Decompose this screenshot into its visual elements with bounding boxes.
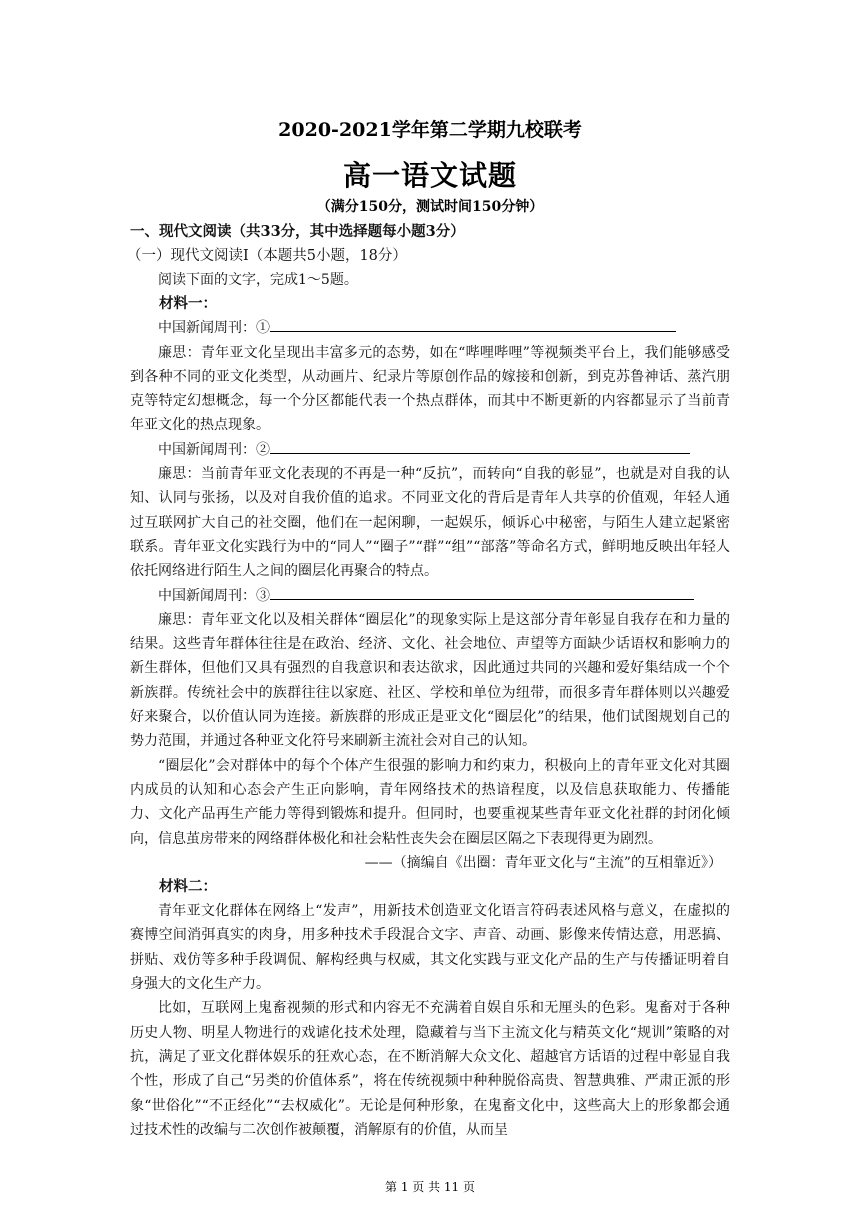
page-footer: 第 1 页 共 11 页 [385,1180,475,1194]
material1-label: 材料一： [159,295,217,313]
material2-label: 材料二： [159,878,217,896]
question1-blank[interactable] [270,316,676,332]
answer2-paragraph: 廉思：当前青年亚文化表现的不再是一种“反抗”，而转向“自我的彰显”，也就是对自我的认知、认同与张扬，以及对自我价值的追求。不同亚文化的背后是青年人共享的价值观，年轻人通过互联网扩大自己的社交圈，他们在一起闲聊，一起娱乐，倾诉心中秘密，与陌生人建立起紧密联系。青年亚文化实践行为中的“同人”“圈子”“群”“组”“部落”等命名方式，鲜明地反映出年轻人依托网络进行陌生人之间的圈层化再聚合的特点。 [130,466,730,580]
instruction-text: 阅读下面的文字，完成1～5题。 [158,272,358,288]
material1-source: ——（摘编自《出圈：青年亚文化与“主流”的互相靠近》） [364,854,722,871]
question3-prefix: 中国新闻周刊：③ [158,587,270,604]
section-heading: 一、现代文阅读（共33分，其中选择题每小题3分） [130,223,465,240]
question3-blank[interactable] [270,584,694,600]
question1-line [130,316,730,340]
answer1-paragraph: 廉思：青年亚文化呈现出丰富多元的态势，如在“哔哩哔哩”等视频类平台上，我们能够感受到各种不同的亚文化类型，从动画片、纪录片等原创作品的嫁接和创新，到克苏鲁神话、蒸汽朋克等特定幻想概念，每一个分区都能代表一个热点群体，而其中不断更新的内容都显示了当前青年亚文化的热点现象。 [130,344,730,434]
material2-paragraph2: 比如，互联网上鬼畜视频的形式和内容无不充满着自娱自乐和无厘头的色彩。鬼畜对于各种历史人物、明星人物进行的戏谑化技术处理，隐藏着与当下主流文化与精英文化“规训”策略的对抗，满足了亚文化群体娱乐的狂欢心态，在不断消解大众文化、超越官方话语的过程中彰显自我个性，形成了自己“另类的价值体系”，将在传统视频中种种脱俗高贵、智慧典雅、严肃正派的形象“世俗化”“不正经化”“去权威化”。无论是何种形象，在鬼畜文化中，这些高大上的形象都会通过技术性的改编与二次创作被颠覆，消解原有的价值，从而呈 [130,1000,730,1138]
question3-line [130,584,730,608]
question2-line [130,438,730,462]
question2-prefix: 中国新闻周刊：② [158,441,270,458]
exam-content [127,220,730,1142]
question2-blank[interactable] [270,438,690,454]
exam-title-line1: 2020-2021学年第二学期九校联考 [278,119,582,141]
part-heading: （一）现代文阅读Ⅰ（本题共5小题，18分） [127,248,407,264]
exam-title-line2: 高一语文试题 [342,159,517,192]
answer3-continued-paragraph: “圈层化”会对群体中的每个个体产生很强的影响力和约束力，积极向上的青年亚文化对其圈内成员的认知和心态会产生正向影响，青年网络技术的热谙程度，以及信息获取能力、传播能力、文化产品再生产能力等得到锻炼和提升。但同时，也要重视某些青年亚文化社群的封闭化倾向，信息茧房带来的网络群体极化和社会粘性丧失会在圈层区隔之下表现得更为剧烈。 [130,757,730,847]
exam-subtitle: （满分150分，测试时间150分钟） [316,199,544,215]
material2-paragraph1: 青年亚文化群体在网络上“发声”，用新技术创造亚文化语言符码表述风格与意义，在虚拟的赛博空间消弭真实的肉身，用多种技术手段混合文字、声音、动画、影像来传情达意，用恶搞、拼贴、戏仿等多种手段调侃、解构经典与权威，其文化实践与亚文化产品的生产与传播证明着自身强大的文化生产力。 [130,903,730,993]
question1-prefix: 中国新闻周刊：① [158,320,270,337]
answer3-paragraph: 廉思：青年亚文化以及相关群体“圈层化”的现象实际上是这部分青年彰显自我存在和力量的结果。这些青年群体往往是在政治、经济、文化、社会地位、声望等方面缺少话语权和影响力的新生群体，但他们又具有强烈的自我意识和表达欲求，因此通过共同的兴趣和爱好集结成一个个新族群。传统社会中的族群往往以家庭、社区、学校和单位为纽带，而很多青年群体则以兴趣爱好来聚合，以价值认同为连接。新族群的形成正是亚文化“圈层化”的结果，他们试图规划自己的势力范围，并通过各种亚文化符号来刷新主流社会对自己的认知。 [130,611,730,750]
